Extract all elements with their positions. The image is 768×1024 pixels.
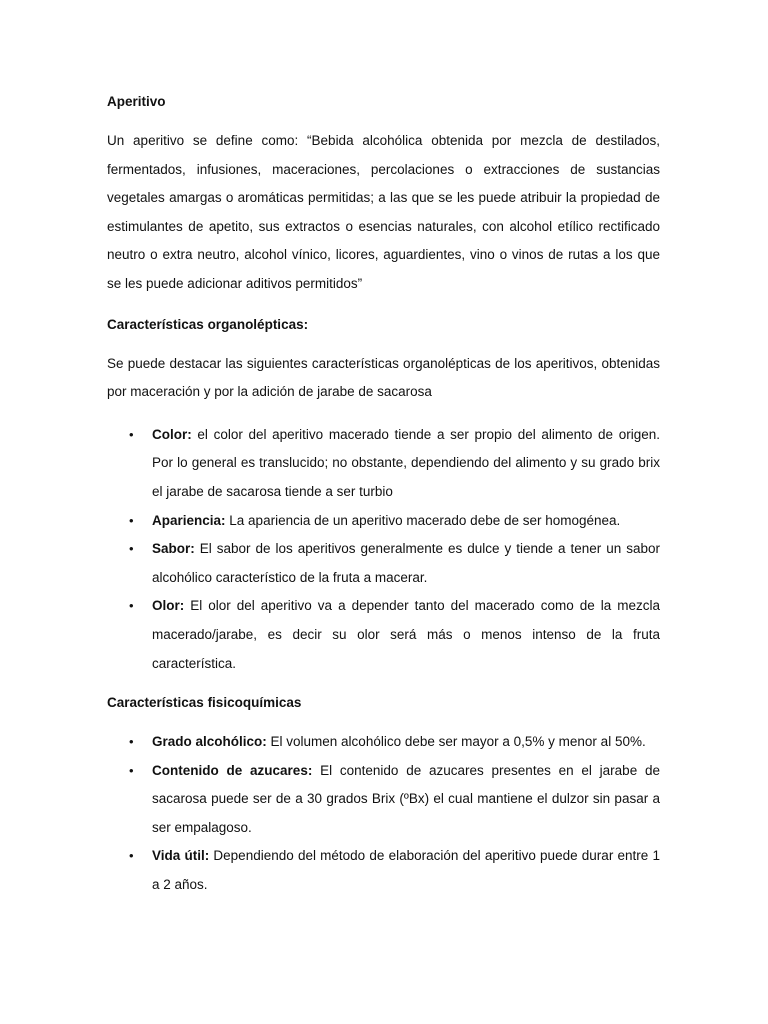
item-term: Olor: bbox=[152, 598, 185, 614]
organoleptic-list bbox=[107, 421, 660, 678]
bullet-icon: • bbox=[129, 734, 134, 750]
item-text: La apariencia de un aperitivo macerado debe de ser homogénea. bbox=[225, 512, 621, 528]
organoleptic-heading: Características organolépticas: bbox=[107, 316, 309, 332]
list-item bbox=[107, 535, 660, 592]
item-text: El contenido de azucares presentes en el jarabe de sacarosa puede ser de a 30 grados Brix (ºBx) el cual mantiene el dulzor sin pasar a ser empalagoso. bbox=[152, 762, 660, 835]
bullet-icon: • bbox=[129, 512, 134, 528]
item-term: Contenido de azucares: bbox=[152, 762, 313, 778]
list-item bbox=[107, 728, 660, 757]
item-text: Dependiendo del método de elaboración del aperitivo puede durar entre 1 a 2 años. bbox=[152, 848, 660, 893]
bullet-icon: • bbox=[129, 848, 134, 864]
item-text: El sabor de los aperitivos generalmente es dulce y tiende a tener un sabor alcohólico característico de la fruta a macerar. bbox=[152, 541, 660, 585]
physicochemical-heading: Características fisicoquímicas bbox=[107, 695, 302, 711]
item-term: Apariencia: bbox=[152, 512, 226, 528]
physicochemical-list bbox=[107, 728, 660, 900]
list-item bbox=[107, 421, 660, 507]
bullet-icon: • bbox=[129, 762, 134, 778]
bullet-icon: • bbox=[129, 598, 134, 614]
list-item bbox=[107, 842, 660, 899]
intro-paragraph: Un aperitivo se define como: “Bebida alcohólica obtenida por mezcla de destilados, fermentados, infusiones, maceraciones, percolaciones o extracciones de sustancias vegetales amargas o aromáticas permitidas; a las que se les puede atribuir la propiedad de estimulantes de apetito, sus extractos o esencias naturales, con alcohol etílico rectificado neutro o extra neutro, alcohol vínico, licores, aguardientes, vino o vinos de rutas a los que se les puede adicionar aditivos permitidos” bbox=[107, 133, 660, 291]
item-term: Grado alcohólico: bbox=[152, 734, 267, 750]
document-page bbox=[107, 90, 660, 900]
item-term: Color: bbox=[152, 426, 192, 442]
item-term: Sabor: bbox=[152, 541, 195, 557]
list-item bbox=[107, 507, 660, 536]
document-title: Aperitivo bbox=[107, 94, 166, 109]
bullet-icon: • bbox=[129, 426, 134, 442]
item-term: Vida útil: bbox=[152, 848, 210, 864]
item-text: El olor del aperitivo va a depender tanto del macerado como de la mezcla macerado/jarabe, es decir su olor será más o menos intenso de la fruta característica. bbox=[152, 598, 660, 671]
list-item bbox=[107, 592, 660, 678]
item-text: el color del aperitivo macerado tiende a ser propio del alimento de origen. Por lo general es translucido; no obstante, dependiendo del alimento y su grado brix el jarabe de sacarosa tiende a ser turbio bbox=[152, 426, 660, 499]
organoleptic-intro: Se puede destacar las siguientes características organolépticas de los aperitivos, obtenidas por maceración y por la adición de jarabe de sacarosa bbox=[107, 355, 660, 400]
item-text: El volumen alcohólico debe ser mayor a 0,5% y menor al 50%. bbox=[266, 734, 646, 750]
bullet-icon: • bbox=[129, 541, 134, 557]
list-item bbox=[107, 757, 660, 843]
